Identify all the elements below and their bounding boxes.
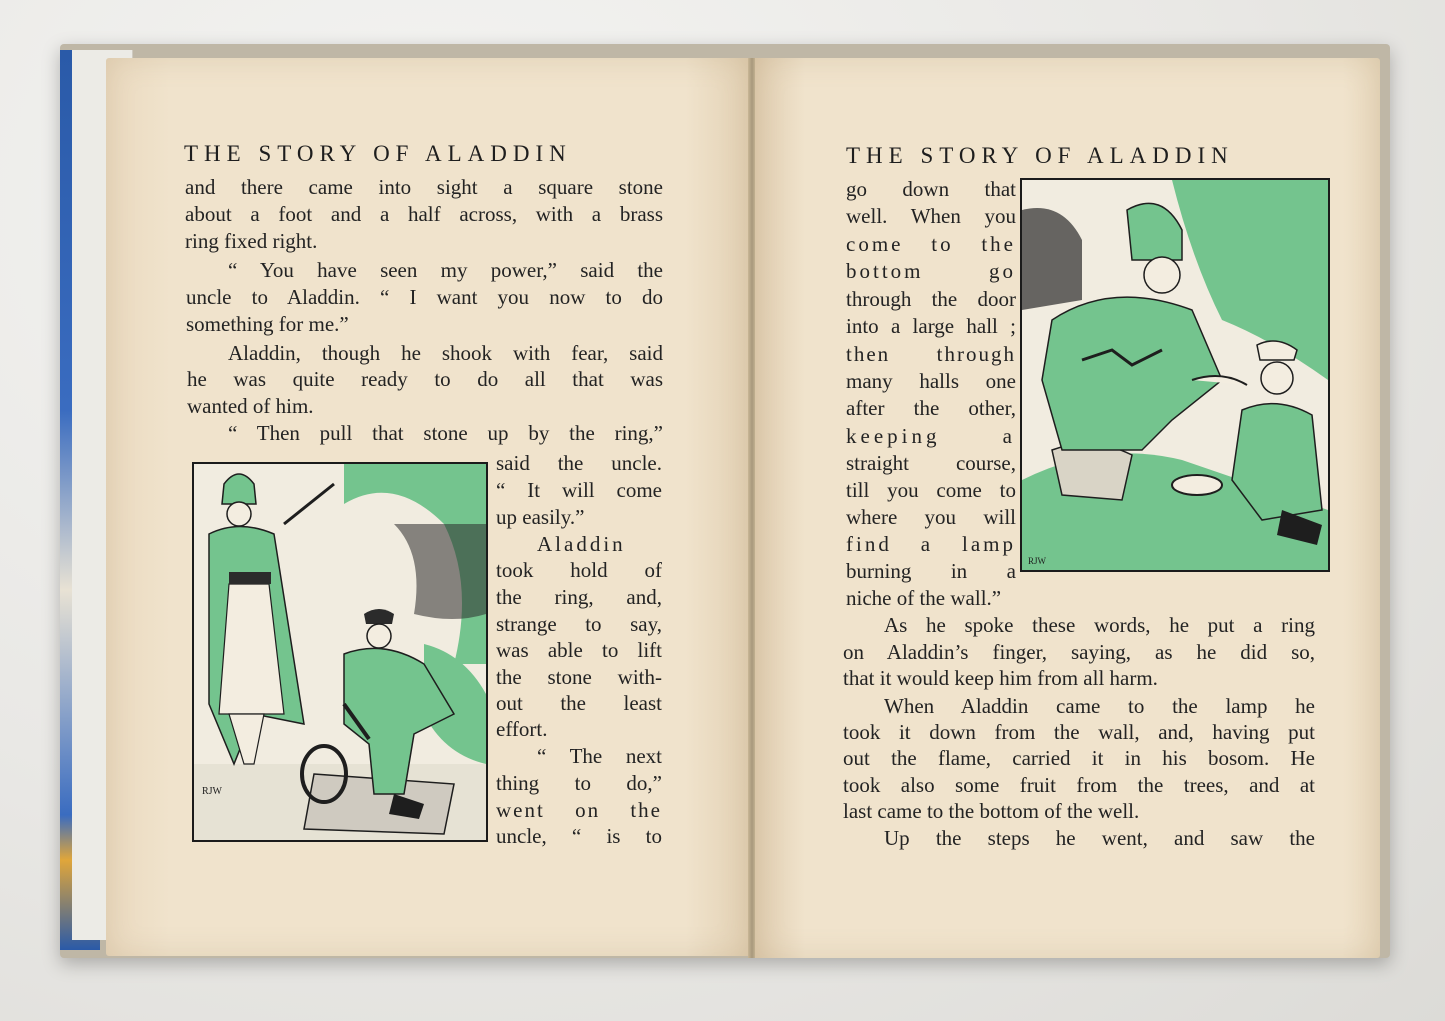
left-column-line: the stone with- xyxy=(496,665,662,689)
left-text-line: “ You have seen my power,” said the xyxy=(228,258,663,282)
left-text-line: uncle to Aladdin. “ I want you now to do xyxy=(186,285,663,309)
right-column-line: burning in a xyxy=(846,559,1016,583)
left-column-line: strange to say, xyxy=(496,612,662,636)
right-column-line: go down that xyxy=(846,177,1016,201)
right-column-line: after the other, xyxy=(846,396,1016,420)
right-column-line: where you will xyxy=(846,505,1016,529)
left-column-line: took hold of xyxy=(496,558,662,582)
left-column-line: “ It will come xyxy=(496,478,662,502)
left-text-line: something for me.” xyxy=(186,312,349,336)
right-column-line: then through xyxy=(846,342,1016,366)
right-column-line: into a large hall ; xyxy=(846,314,1016,338)
right-text-line: When Aladdin came to the lamp he xyxy=(884,694,1315,718)
right-column-line: straight course, xyxy=(846,451,1016,475)
left-page-header: THE STORY OF ALADDIN xyxy=(184,141,572,166)
left-text-line: wanted of him. xyxy=(187,394,314,418)
right-text-line: that it would keep him from all harm. xyxy=(843,666,1158,690)
right-column-line: bottom go xyxy=(846,259,1016,283)
left-illustration-uncle-and-aladdin xyxy=(192,462,488,842)
right-illustration-signature: RJW xyxy=(1028,556,1046,566)
left-column-line: was able to lift xyxy=(496,638,662,662)
left-column-line: up easily.” xyxy=(496,505,585,529)
right-illustration-uncle-and-aladdin xyxy=(1020,178,1330,572)
right-column-line: well. When you xyxy=(846,204,1016,228)
left-text-line: Aladdin, though he shook with fear, said xyxy=(228,341,663,365)
right-column-line: find a lamp xyxy=(846,532,1016,556)
right-text-line: on Aladdin’s finger, saying, as he did so, xyxy=(843,640,1315,664)
left-text-line: and there came into sight a square stone xyxy=(185,175,663,199)
right-text-line: took also some fruit from the trees, and at xyxy=(843,773,1315,797)
right-page-header: THE STORY OF ALADDIN xyxy=(846,143,1234,168)
right-column-line: keeping a xyxy=(846,424,1016,448)
left-text-line: “ Then pull that stone up by the ring,” xyxy=(228,421,663,445)
right-text-line: Up the steps he went, and saw the xyxy=(884,826,1315,850)
right-text-line: last came to the bottom of the well. xyxy=(843,799,1140,823)
left-column-line: out the least xyxy=(496,691,662,715)
right-column-line: niche of the wall.” xyxy=(846,586,1002,610)
right-column-line: come to the xyxy=(846,232,1016,256)
right-column-line: many halls one xyxy=(846,369,1016,393)
right-text-line: took it down from the wall, and, having put xyxy=(843,720,1315,744)
left-column-line: Aladdin xyxy=(537,532,626,556)
right-column-line: till you come to xyxy=(846,478,1016,502)
left-column-line: said the uncle. xyxy=(496,451,662,475)
left-column-line: thing to do,” xyxy=(496,771,662,795)
left-illustration-signature: RJW xyxy=(202,786,222,797)
left-column-line: the ring, and, xyxy=(496,585,662,609)
left-column-line: effort. xyxy=(496,717,548,741)
left-text-line: ring fixed right. xyxy=(185,229,318,253)
left-text-line: he was quite ready to do all that was xyxy=(187,367,663,391)
left-column-line: uncle, “ is to xyxy=(496,824,662,848)
right-column-line: through the door xyxy=(846,287,1016,311)
right-text-line: out the flame, carried it in his bosom. He xyxy=(843,746,1315,770)
right-text-line: As he spoke these words, he put a ring xyxy=(884,613,1315,637)
left-column-line: “ The next xyxy=(537,744,662,768)
left-text-line: about a foot and a half across, with a brass xyxy=(185,202,663,226)
left-column-line: went on the xyxy=(496,798,662,822)
